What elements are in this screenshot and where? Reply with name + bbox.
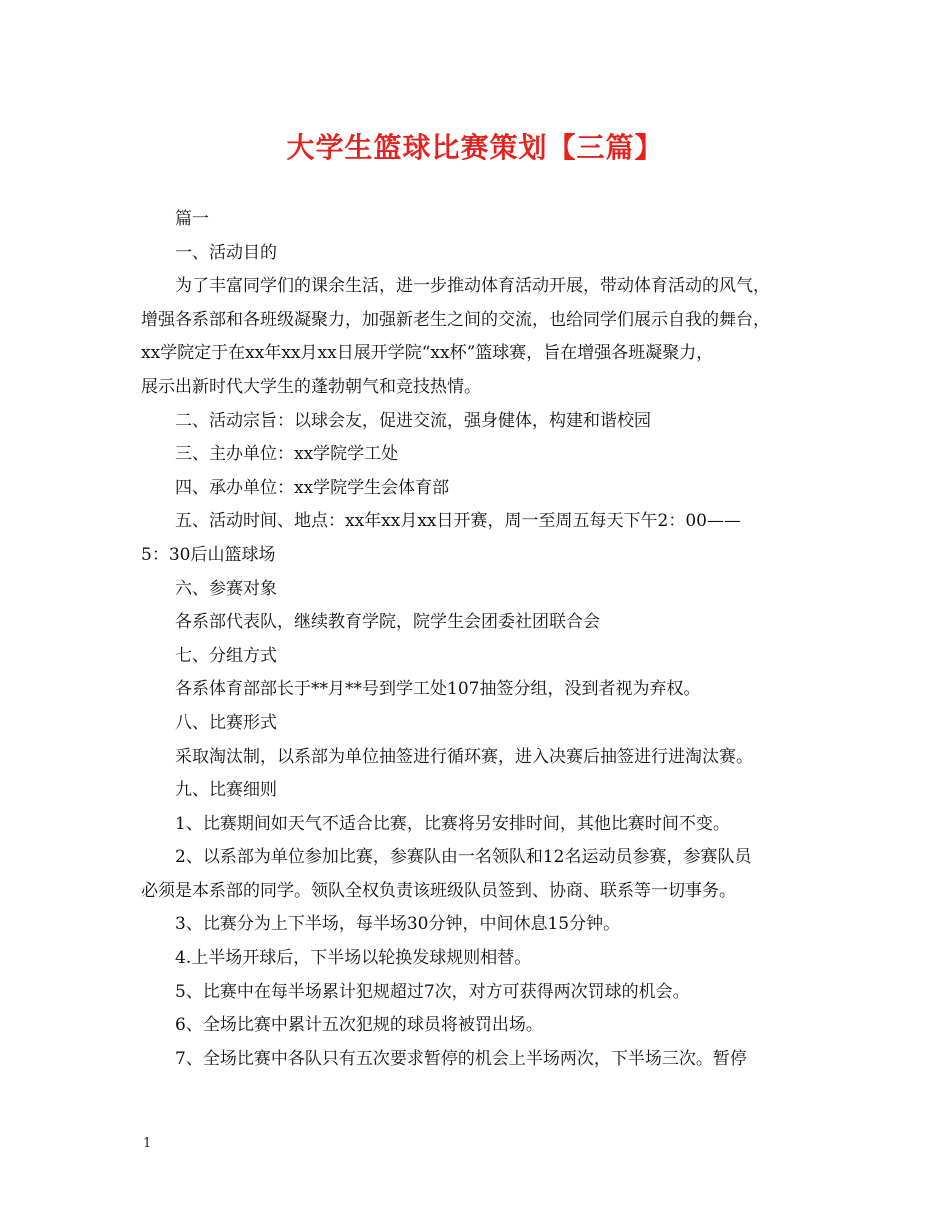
text-line: 各系体育部部长于**月**号到学工处107抽签分组，没到者视为弃权。 bbox=[175, 679, 701, 700]
page-number: 1 bbox=[143, 1136, 152, 1151]
text-line: 为了丰富同学们的课余生活，进一步推动体育活动开展，带动体育活动的风气， bbox=[175, 276, 770, 297]
text-line: 九、比赛细则 bbox=[175, 780, 277, 801]
text-line: 4.上半场开球后，下半场以轮换发球规则相替。 bbox=[175, 948, 532, 969]
text-line: 五、活动时间、地点：xx年xx月xx日开赛，周一至周五每天下午2：00—— bbox=[175, 511, 741, 532]
page-title: 大学生篮球比赛策划【三篇】 bbox=[286, 131, 664, 164]
text-line: 必须是本系部的同学。领队全权负责该班级队员签到、协商、联系等一切事务。 bbox=[141, 880, 736, 901]
document-body bbox=[141, 203, 821, 1076]
text-line: 2、以系部为单位参加比赛，参赛队由一名领队和12名运动员参赛，参赛队员 bbox=[175, 847, 752, 868]
text-line: 展示出新时代大学生的蓬勃朝气和竞技热情。 bbox=[141, 376, 481, 397]
text-line: 采取淘汰制，以系部为单位抽签进行循环赛，进入决赛后抽签进行进淘汰赛。 bbox=[175, 746, 753, 767]
text-line: 5、比赛中在每半场累计犯规超过7次，对方可获得两次罚球的机会。 bbox=[175, 981, 690, 1002]
text-line: 八、比赛形式 bbox=[175, 712, 277, 733]
text-line: 各系部代表队，继续教育学院，院学生会团委社团联合会 bbox=[175, 612, 600, 633]
text-line: 1、比赛期间如天气不适合比赛，比赛将另安排时间，其他比赛时间不变。 bbox=[175, 813, 730, 834]
text-line: 增强各系部和各班级凝聚力，加强新老生之间的交流，也给同学们展示自我的舞台， bbox=[141, 309, 770, 330]
text-line: 7、全场比赛中各队只有五次要求暂停的机会上半场两次，下半场三次。暂停 bbox=[175, 1048, 747, 1069]
text-line: 3、比赛分为上下半场，每半场30分钟，中间休息15分钟。 bbox=[175, 914, 621, 935]
text-line: 六、参赛对象 bbox=[175, 578, 277, 599]
text-line: 5：30后山篮球场 bbox=[141, 544, 276, 565]
text-line: 一、活动目的 bbox=[175, 242, 277, 263]
text-line: 篇一 bbox=[175, 209, 209, 229]
text-line: xx学院定于在xx年xx月xx日展开学院“xx杯”篮球赛，旨在增强各班凝聚力， bbox=[141, 343, 714, 364]
text-line: 6、全场比赛中累计五次犯规的球员将被罚出场。 bbox=[175, 1015, 543, 1036]
text-line: 四、承办单位：xx学院学生会体育部 bbox=[175, 477, 450, 498]
text-line: 七、分组方式 bbox=[175, 645, 277, 666]
text-line: 三、主办单位：xx学院学工处 bbox=[175, 444, 399, 465]
text-line: 二、活动宗旨：以球会友，促进交流，强身健体，构建和谐校园 bbox=[175, 410, 651, 431]
